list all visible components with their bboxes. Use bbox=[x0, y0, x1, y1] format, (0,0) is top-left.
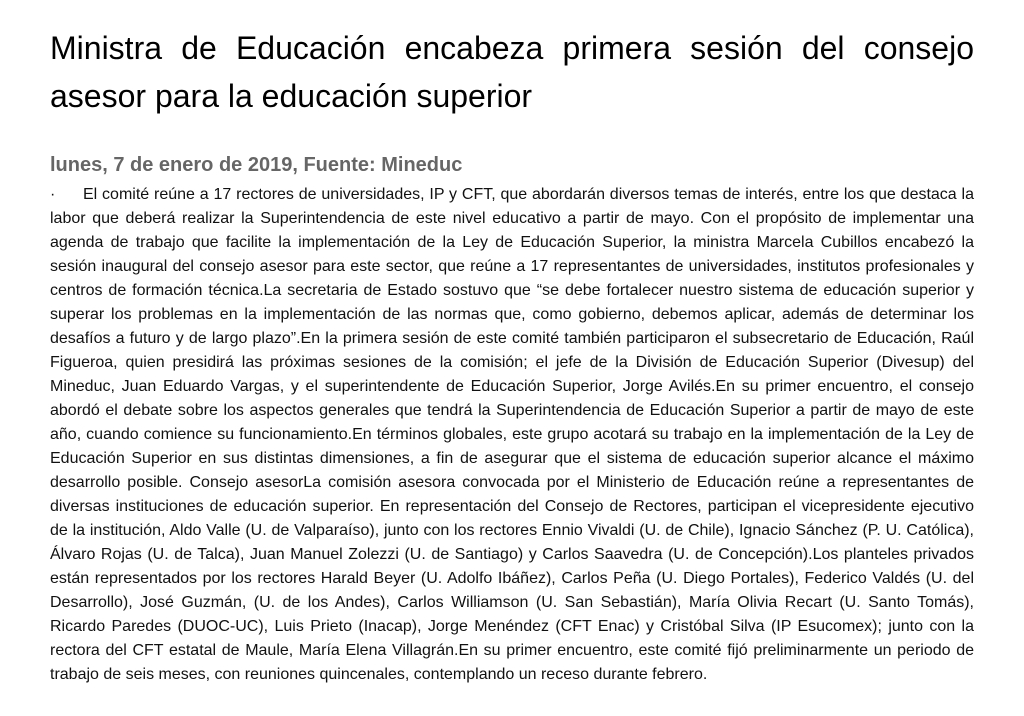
bullet-marker: · bbox=[50, 186, 56, 203]
article-body bbox=[50, 183, 974, 687]
article-meta bbox=[50, 153, 974, 177]
news-article bbox=[50, 24, 974, 687]
article-source: Mineduc bbox=[381, 154, 463, 176]
article-title: Ministra de Educación encabeza primera sesión del consejo asesor para la educación superior bbox=[50, 30, 974, 114]
source-label: Fuente: bbox=[303, 154, 376, 176]
article-body-text: El comité reúne a 17 rectores de universidades, IP y CFT, que abordarán diversos temas de interés, entre los que destaca la labor que deberá realizar la Superintendencia de este nivel educativo a partir de mayo. Con el propósito de implementar una agenda de trabajo que facilite la implementación de la Ley de Educación Superior, la ministra Marcela Cubillos encabezó la sesión inaugural del consejo asesor para este sector, que reúne a 17 representantes de universidades, institutos profesionales y centros de formación técnica.La secretaria de Estado sostuvo que “se debe fortalecer nuestro sistema de educación superior y superar los problemas en la implementación de las normas que, como gobierno, debemos aplicar, además de determinar los desafíos a futuro y de largo plazo”.En la primera sesión de este comité también participaron el subsecretario de Educación, Raúl Figueroa, quien presidirá las próximas sesiones de la comisión; el jefe de la División de Educación Superior (Divesup) del Mineduc, Juan Eduardo Vargas, y el superintendente de Educación Superior, Jorge Avilés.En su primer encuentro, el consejo abordó el debate sobre los aspectos generales que tendrá la Superintendencia de Educación Superior a partir de mayo de este año, cuando comience su funcionamiento.En términos globales, este grupo acotará su trabajo en la implementación de la Ley de Educación Superior en sus distintas dimensiones, a fin de asegurar que el sistema de educación superior alcance el máximo desarrollo posible. Consejo asesorLa comisión asesora convocada por el Ministerio de Educación reúne a representantes de diversas instituciones de educación superior. En representación del Consejo de Rectores, participan el vicepresidente ejecutivo de la institución, Aldo Valle (U. de Valparaíso), junto con los rectores Ennio Vivaldi (U. de Chile), Ignacio Sánchez (P. U. Católica), Álvaro Rojas (U. de Talca), Juan Manuel Zolezzi (U. de Santiago) y Carlos Saavedra (U. de Concepción).Los planteles privados están representados por los rectores Harald Beyer (U. Adolfo Ibáñez), Carlos Peña (U. Diego Portales), Federico Valdés (U. del Desarrollo), José Guzmán, (U. de los Andes), Carlos Williamson (U. San Sebastián), María Olivia Recart (U. Santo Tomás), Ricardo Paredes (DUOC-UC), Luis Prieto (Inacap), Jorge Menéndez (CFT Enac) y Cristóbal Silva (IP Esucomex); junto con la rectora del CFT estatal de Maule, María Elena Villagrán.En su primer encuentro, este comité fijó preliminarmente un periodo de trabajo de seis meses, con reuniones quincenales, contemplando un receso durante febrero. bbox=[50, 186, 974, 683]
article-date: lunes, 7 de enero de 2019 bbox=[50, 154, 293, 176]
meta-separator: , bbox=[292, 154, 304, 176]
